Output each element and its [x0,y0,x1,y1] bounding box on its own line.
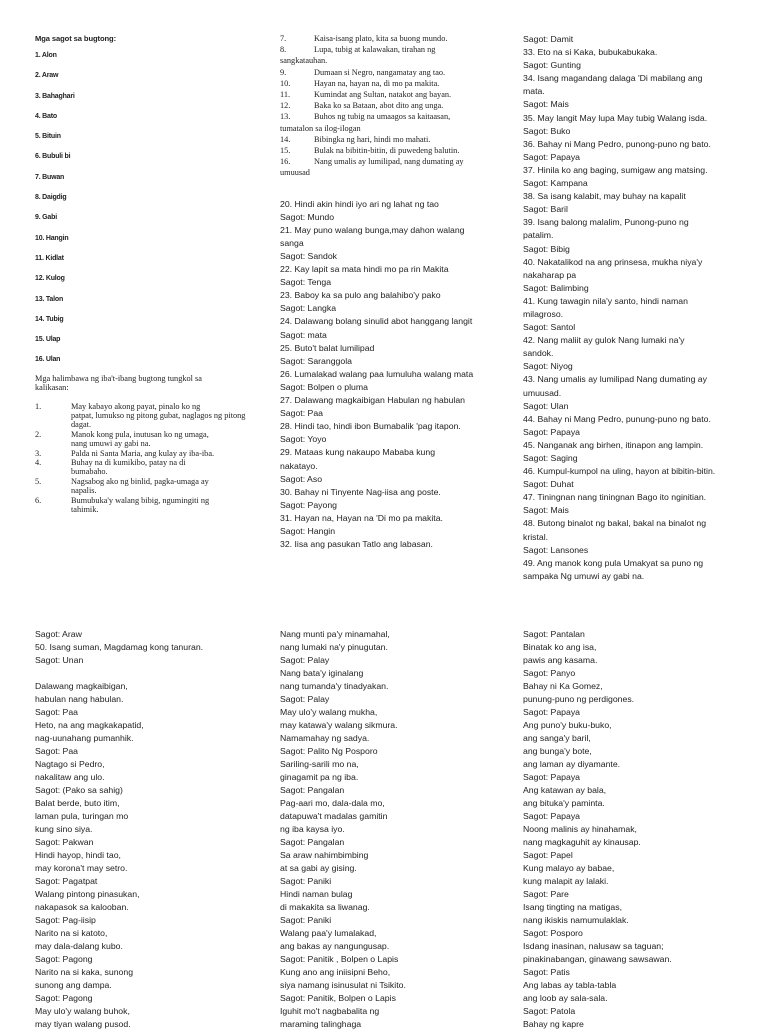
riddle-line: sanga [280,237,304,248]
riddle-line: may korona't may setro. [35,863,128,873]
answer-line: Sagot: Unan [35,655,84,665]
answer-line: Sagot: Pangalan [280,785,345,795]
riddle-line: habulan nang habulan. [35,694,124,704]
riddle-line: 41. Kung tawagin nila'y santo, hindi naman [523,295,688,306]
riddle-continuation: bumabaho. [71,467,108,477]
riddles-list-1 [35,402,260,515]
riddle-text: Bulak na bibitin-bitin, di puwedeng balutin. [314,146,460,156]
riddle-line: 28. Hindi tao, hindi ibon Bumabalik 'pag itapon. [280,421,461,432]
riddle-item [280,44,505,66]
riddle-line: 49. Ang manok kong pula Umakyat sa puno ng [523,557,704,568]
riddle-line: Isdang inasinan, nalusaw sa taguan; [523,941,664,951]
riddle-line: nang magkaguhit ay kinausap. [523,837,641,847]
riddle-item [35,430,260,449]
answer-line: Sagot: Saging [523,453,578,463]
riddle-line: Ang katawan ay bala, [523,785,607,795]
answer-line: Sagot: Patis [523,967,570,977]
riddle-line: Hindi naman bulag [280,889,353,899]
riddle-line: Nagtago si Pedro, [35,759,105,769]
answers-list [35,51,260,376]
riddle-line: 22. Kay lapit sa mata hindi mo pa rin Makita [280,264,449,275]
riddle-line: Ang puno'y buku-buko, [523,720,612,730]
riddle-line: 27. Dalawang magkaibigan Habulan ng habulan [280,395,465,406]
answer-item: 15. Ulap [35,336,61,344]
riddle-line: Walang pintong pinasukan, [35,889,140,899]
page2-column-2 [280,628,505,1031]
answer-line: Sagot: Paniki [280,876,332,886]
answer-line: Sagot: Tenga [280,277,332,288]
riddle-line: nakatayo. [280,460,318,471]
riddle-line: Iguhit mo't nagbabalita ng [280,1006,380,1016]
answer-item: 13. Talon [35,295,64,303]
riddle-text: Manok kong pula, inutusan ko ng umaga, [71,429,209,439]
answer-line: Sagot: mata [280,329,327,340]
riddle-line: ang bakas ay nangungusap. [280,941,390,951]
answer-line: Sagot: Papaya [523,151,580,162]
riddle-line: 21. May puno walang bunga,may dahon walang [280,224,465,235]
riddle-line: 34. Isang magandang dalaga 'Di mabilang ang [523,73,703,84]
riddle-line: ginagamit pa ng iba. [280,772,359,782]
riddle-line: patalim. [523,230,554,241]
riddle-first-line: 1. May kabayo akong payat, pinalo ko ng [35,401,201,411]
riddle-line: 32. Iisa ang pasukan Tatlo ang labasan. [280,539,433,550]
riddle-lines-col3 [523,33,748,583]
riddle-text: Nagsabog ako ng binlid, pagka-umaga ay [71,476,209,486]
riddle-continuation: nang umuwi ay gabi na. [71,439,151,449]
riddle-first-line: 12. Baka ko sa Bataan, abot dito ang unga. [280,101,444,111]
riddle-text: Bumubuka'y walang bibig, ngumingiti ng [71,495,210,505]
riddle-item [280,67,505,78]
riddle-line: Kung ano ang iniisipni Beho, [280,967,391,977]
answer-line: Sagot: Pag-iisip [35,915,96,925]
riddle-item [35,449,260,458]
riddle-first-line: 2. Manok kong pula, inutusan ko ng umaga, [35,429,209,439]
answer-item: 1. Alon [35,52,57,59]
answer-line: Sagot: Posporo [523,928,583,938]
riddle-line: 29. Mataas kung nakaupo Mababa kung [280,447,436,458]
riddle-line: 45. Nanganak ang birhen, itinapon ang lampin. [523,439,704,450]
riddle-text: Palda ni Santa Maria, ang kulay ay iba-iba. [71,448,215,458]
riddle-line: 47. Tiningnan nang tiningnan Bago ito nginitian. [523,492,707,503]
riddle-line: ng iba kaysa iyo. [280,824,345,834]
riddle-text: Buhos ng tubig na umaagos sa kaitaasan, [314,112,451,122]
riddle-line: Pag-aari mo, dala-dala mo, [280,798,385,808]
riddle-line: sunong ang dampa. [35,980,112,990]
answer-line: Sagot: Langka [280,303,337,314]
riddle-line: Kung malayo ay babae, [523,863,615,873]
riddle-continuation: umuusad [280,168,310,178]
riddle-line: laman pula, turingan mo [35,811,129,821]
riddle-item [280,100,505,111]
riddle-line: Walang paa'y lumalakad, [280,928,377,938]
riddle-line: pinakinabangan, ginawang sawsawan. [523,954,672,964]
answer-item: 11. Kidlat [35,254,64,262]
answer-line: Sagot: Papel [523,850,573,860]
answer-item: 9. Gabi [35,214,57,222]
answer-item: 14. Tubig [35,315,64,323]
riddle-line: may katawa'y walang sikmura. [280,720,398,730]
answer-line: Sagot: Balimbing [523,282,589,293]
riddle-line: Ang labas ay tabla-tabla [523,980,617,990]
answer-line: Sagot: Pagatpat [35,876,98,886]
riddle-line: nang lumaki na'y pinugutan. [280,642,388,652]
riddle-line: Bahay ni Ka Gomez, [523,681,603,691]
answer-line: Sagot: Pangalan [280,837,345,847]
answer-line: Sagot: Paa [35,707,78,717]
answer-line: Sagot: Hangin [280,525,336,536]
answer-line: Sagot: Saranggola [280,355,352,366]
answer-line: Sagot: Baril [523,204,568,215]
riddle-text: Hayan na, hayan na, di mo pa makita. [314,78,440,88]
answer-line: Sagot: Palay [280,694,330,704]
riddle-line: nakapasok sa kalooban. [35,902,129,912]
riddle-line: Isang tingting na matigas, [523,902,623,912]
riddle-line: 20. Hindi akin hindi iyo ari ng lahat ng tao [280,198,439,209]
answer-item: 8. Daigdig [35,194,67,202]
riddle-line: 46. Kumpul-kumpol na uling, hayon at bibitin-bitin. [523,466,716,477]
riddle-first-line: 8. Lupa, tubig at kalawakan, tirahan ng [280,45,436,55]
answer-item: 16. Ulan [35,356,61,364]
riddle-line: nag-uunahang pumanhik. [35,733,134,743]
riddle-line: kristal. [523,531,549,542]
riddle-line: Heto, na ang magkakapatid, [35,720,144,730]
riddle-first-line: 15. Bulak na bibitin-bitin, di puwedeng balutin. [280,146,460,156]
riddle-line: sampaka Ng umuwi ay gabi na. [523,570,645,581]
riddle-line: nakalitaw ang ulo. [35,772,105,782]
riddle-line: 39. Isang balong malalim, Punong-puno ng [523,217,689,228]
answer-line: Sagot: Mais [523,99,569,110]
answer-line: Sagot: Yoyo [280,434,327,445]
answer-line: Sagot: Duhat [523,479,574,490]
answer-item: 2. Araw [35,72,59,80]
answer-line: Sagot: Bibig [523,243,570,254]
riddle-line: Binatak ko ang isa, [523,642,597,652]
answer-line: Sagot: Pagong [35,954,93,964]
riddle-continuation: patpat, lumukso ng pitong gubat, naglagos ng pitong [71,410,246,420]
riddle-text: May kabayo akong payat, pinalo ko ng [71,401,201,411]
riddle-line: Hindi hayop, hindi tao, [35,850,121,860]
riddle-continuation: sangkatauhan. [280,56,328,66]
riddle-line: 48. Butong binalot ng bakal, bakal na binalot ng [523,518,707,529]
riddle-line: Nang bata'y iginalang [280,668,364,678]
answer-line: Sagot: Paa [280,408,323,419]
riddle-line: 30. Bahay ni Tinyente Nag-iisa ang poste. [280,486,441,497]
answer-line: Sagot: Papaya [523,811,580,821]
riddle-line: Sa araw nahimbimbing [280,850,369,860]
riddle-continuation: napalis. [71,486,97,496]
riddle-line: datapuwa't madalas gamitin [280,811,388,821]
riddle-line: umuusad. [523,387,562,398]
riddle-line: ang bituka'y paminta. [523,798,605,808]
riddle-line: Narito na si katoto, [35,928,108,938]
riddle-line: Narito na si kaka, sunong [35,967,134,977]
riddle-line: 38. Sa isang kalabit, may buhay na kapalit [523,191,686,202]
answer-item: 4. Bato [35,112,57,120]
riddle-text: Kaisa-isang plato, kita sa buong mundo. [314,34,448,43]
riddle-text: Dumaan si Negro, nangamatay ang tao. [314,67,446,77]
answer-item: 3. Bahaghari [35,92,75,100]
riddle-lines-col2 [280,198,505,552]
riddle-line: ang bunga'y bote, [523,746,592,756]
answer-item: 10. Hangin [35,234,69,242]
riddle-line: May ulo'y walang mukha, [280,707,378,717]
riddle-line: pawis ang kasama. [523,655,598,665]
riddle-first-line: 13. Buhos ng tubig na umaagos sa kaitaasan, [280,112,451,122]
riddle-line: maraming talinghaga [280,1019,362,1029]
riddle-item [35,477,260,496]
riddle-line: kung malapit ay lalaki. [523,876,609,886]
riddle-line: nakaharap pa [523,269,577,280]
answer-line: Sagot: Damit [523,34,574,44]
riddle-line: mata. [523,86,545,97]
riddle-line: may tiyan walang pusod. [35,1019,131,1029]
riddle-line: may dala-dalang kubo. [35,941,123,951]
answer-line: Sagot: Pakwan [35,837,94,847]
riddle-line: Sariling-sarili mo na, [280,759,359,769]
riddle-line: 24. Dalawang bolang sinulid abot hanggang langit [280,316,473,327]
riddle-item [280,89,505,100]
riddle-first-line: 10. Hayan na, hayan na, di mo pa makita. [280,78,440,88]
riddle-line: punung-puno ng perdigones. [523,694,635,704]
riddle-line: 23. Baboy ka sa pulo ang balahibo'y pako [280,290,441,301]
answer-line: Sagot: Mundo [280,211,335,222]
riddle-line: May ulo'y walang buhok, [35,1006,130,1016]
answer-line: Sagot: Niyog [523,361,573,372]
riddle-line: Namamahay ng sadya. [280,733,370,743]
riddle-continuation: tahimik. [71,505,99,515]
answer-line: Sagot: Payong [280,499,337,510]
riddle-first-line: 9. Dumaan si Negro, nangamatay ang tao. [280,67,446,77]
riddle-line: ang sanga'y baril, [523,733,591,743]
answer-line: Sagot: Ulan [523,400,569,411]
answer-line: Sagot: Kampana [523,178,588,189]
answer-line: Sagot: (Pako sa sahig) [35,785,123,795]
answer-line: Sagot: Pantalan [523,629,585,639]
page2-column-3 [523,628,748,1031]
riddle-text: Buhay na di kumikibo, patay na di [71,458,186,467]
answer-line: Sagot: Aso [280,473,323,484]
riddle-first-line: 11. Kumindat ang Sultan, natakot ang bayan. [280,90,452,100]
riddle-item [280,78,505,89]
riddle-line: sandok. [523,348,554,359]
answer-line: Sagot: Gunting [523,60,581,71]
riddle-item [280,156,505,178]
answer-line: Sagot: Panyo [523,668,576,678]
riddle-line: Dalawang magkaibigan, [35,681,128,691]
document-page-2 [0,620,768,1029]
intro-line: Mga halimbawa ng iba't-ibang bugtong tungkol sa [35,373,202,383]
riddle-first-line: 16. Nang umalis ay lumilipad, nang dumating ay [280,157,464,167]
answer-line: Sagot: Bolpen o pluma [280,381,368,392]
answer-line: Sagot: Palito Ng Posporo [280,746,378,756]
riddle-first-line: 14. Bibingka ng hari, hindi mo mahati. [280,134,431,144]
answer-line: Sagot: Patola [523,1006,576,1016]
answer-line: Sagot: Buko [523,125,571,136]
riddle-line: 36. Bahay ni Mang Pedro, punong-puno ng bato. [523,138,711,149]
riddle-item [280,33,505,44]
riddle-first-line: 7. Kaisa-isang plato, kita sa buong mundo. [280,34,448,43]
riddle-line: nang tumanda'y tinadyakan. [280,681,389,691]
riddle-line: di makakita sa liwanag. [280,902,370,912]
answer-line: Sagot: Lansones [523,544,589,555]
answer-line: Sagot: Panitik, Bolpen o Lapis [280,993,396,1003]
answer-line: Sagot: Papaya [523,426,580,437]
riddle-text: Kumindat ang Sultan, natakot ang bayan. [314,90,452,100]
riddle-item [35,458,260,477]
intro-line: kalikasan: [35,383,69,393]
riddle-first-line: 6. Bumubuka'y walang bibig, ngumingiti ng [35,495,210,505]
riddles-list-2 [280,33,505,179]
riddle-line: 50. Isang suman, Magdamag kong tanuran. [35,642,204,652]
riddle-line: 31. Hayan na, Hayan na 'Di mo pa makita. [280,512,443,523]
blank-line [35,667,260,680]
intro-text [35,374,260,393]
riddle-item [280,111,505,133]
riddle-text: Lupa, tubig at kalawakan, tirahan ng [314,45,436,55]
riddle-first-line: 4. Buhay na di kumikibo, patay na di [35,458,186,467]
answer-line: Sagot: Santol [523,322,576,333]
riddle-line: milagroso. [523,308,564,319]
riddle-line: ang laman ay diyamante. [523,759,621,769]
riddle-line: Balat berde, buto itim, [35,798,120,808]
riddle-continuation: tumatalon sa ilog-ilogan [280,123,361,133]
answer-line: Sagot: Mais [523,505,569,516]
answer-item: 5. Bituin [35,133,61,141]
riddle-line: at sa gabi ay gising. [280,863,357,873]
answer-item: 7. Buwan [35,173,65,181]
page2-column-1 [35,628,260,1031]
answer-line: Sagot: Papaya [523,707,580,717]
answers-title: Mga sagot sa bugtong: [35,34,117,43]
riddle-line: 44. Bahay ni Mang Pedro, punung-puno ng bato. [523,413,711,424]
riddle-line: 40. Nakatalikod na ang prinsesa, mukha niya'y [523,256,703,267]
riddle-line: Noong malinis ay hinahamak, [523,824,637,834]
riddle-line: nang ikiskis namumulaklak. [523,915,629,925]
page1-column-3 [523,33,748,583]
riddle-line: 25. Buto't balat lumilipad [280,342,375,353]
answer-line: Sagot: Araw [35,629,82,639]
riddle-line: 33. Eto na si Kaka, bubukabukaka. [523,47,658,58]
answer-line: Sagot: Pagong [35,993,93,1003]
answer-line: Sagot: Paniki [280,915,332,925]
answer-line: Sagot: Panitik , Bolpen o Lapis [280,954,399,964]
riddle-text: Bibingka ng hari, hindi mo mahati. [314,134,431,144]
riddle-text: Nang umalis ay lumilipad, nang dumating ay [314,157,464,167]
riddle-line: 26. Lumalakad walang paa lumuluha walang mata [280,368,474,379]
riddle-line: kung sino siya. [35,824,93,834]
page1-column-1 [35,34,260,514]
riddle-line: Nang munti pa'y minamahal, [280,629,390,639]
answer-line: Sagot: Palay [280,655,330,665]
riddle-item [35,402,260,430]
riddle-item [35,496,260,515]
riddle-first-line: 3. Palda ni Santa Maria, ang kulay ay iba-iba. [35,448,215,458]
answer-item: 6. Bubuli bi [35,153,71,161]
riddle-line: 37. Hinila ko ang baging, sumigaw ang matsing. [523,164,708,175]
answer-line: Sagot: Sandok [280,251,337,262]
riddle-text: Baka ko sa Bataan, abot dito ang unga. [314,101,444,111]
answer-line: Sagot: Papaya [523,772,580,782]
page1-column-2 [280,33,505,551]
riddle-first-line: 5. Nagsabog ako ng binlid, pagka-umaga ay [35,476,209,486]
riddle-item [280,145,505,156]
riddle-line: 35. May langit May lupa May tubig Walang isda. [523,112,708,123]
answer-line: Sagot: Pare [523,889,569,899]
riddle-line: 43. Nang umalis ay lumilipad Nang dumating ay [523,374,707,385]
riddle-continuation: dagat. [71,420,92,430]
riddle-line: ang loob ay sala-sala. [523,993,608,1003]
answer-item: 12. Kulog [35,275,65,283]
riddle-item [280,134,505,145]
answer-line: Sagot: Paa [35,746,78,756]
riddle-line: Bahay ng kapre [523,1019,584,1029]
riddle-line: siya namang isinusulat ni Tsikito. [280,980,406,990]
riddle-line: 42. Nang maliit ay gulok Nang lumaki na'y [523,335,685,346]
